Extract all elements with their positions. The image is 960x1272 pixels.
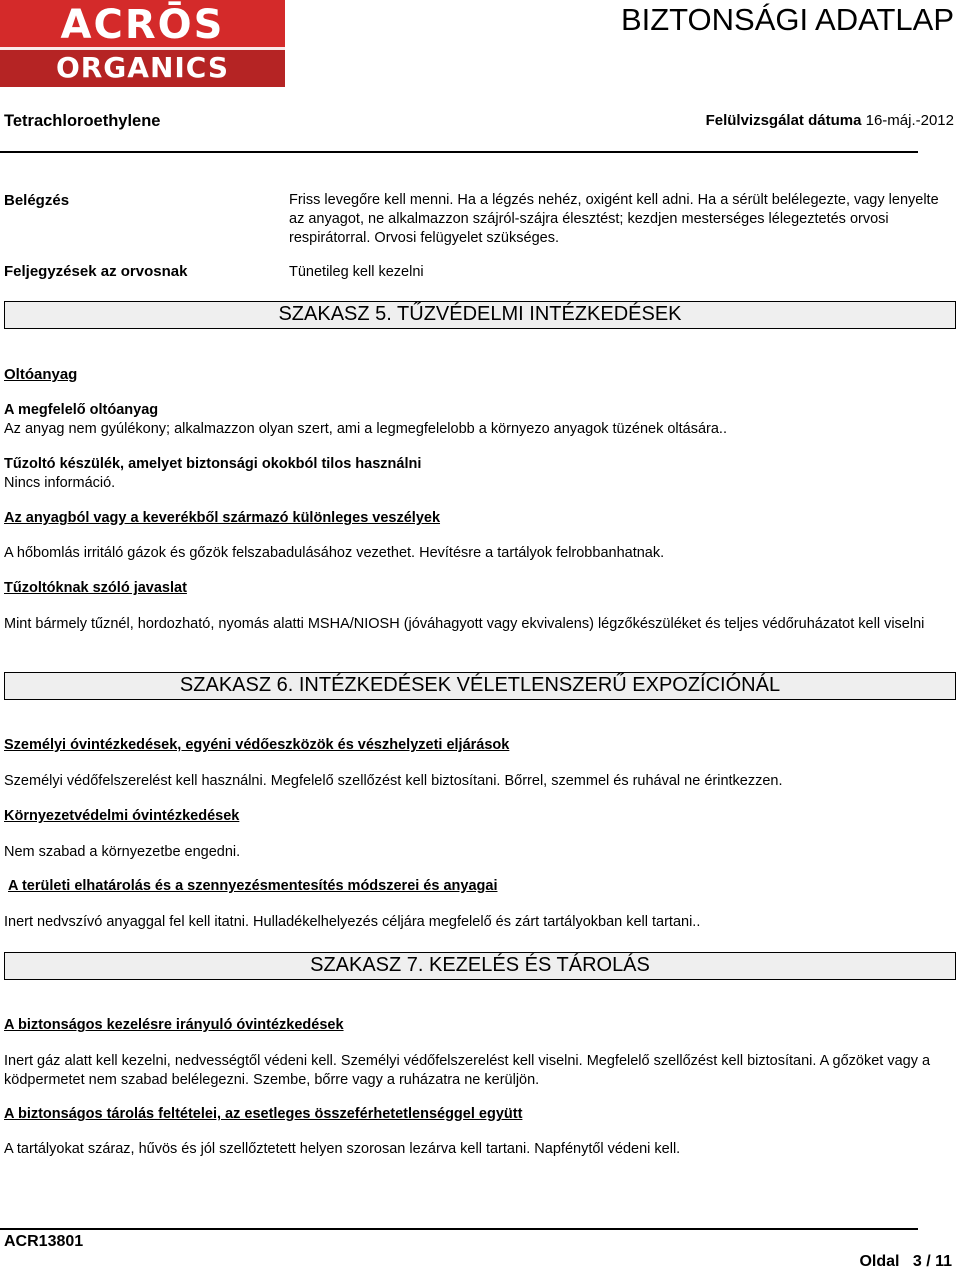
section-5-title: SZAKASZ 5. TŰZVÉDELMI INTÉZKEDÉSEK xyxy=(4,301,956,329)
company-logo xyxy=(0,0,285,87)
logo-line-1: ACRŌS xyxy=(60,2,225,48)
safe-storage-text: A tartályokat száraz, hűvös és jól szellőztetett helyen szorosan lezárva kell tartani. Napfénytől védeni kell. xyxy=(4,1141,681,1157)
page-number xyxy=(859,1253,952,1271)
special-hazards-text: A hőbomlás irritáló gázok és gőzök felszabadulásához vezethet. Hevítésre a tartályok felrobbanhatnak. xyxy=(4,545,665,561)
logo-line-2: ORGANICS xyxy=(55,51,230,84)
containment-heading: A területi elhatárolás és a szennyezésmentesítés módszerei és anyagai xyxy=(8,878,498,894)
environmental-precautions-text: Nem szabad a környezetbe engedni. xyxy=(4,844,241,860)
document-code: ACR13801 xyxy=(4,1233,84,1250)
document-title: BIZTONSÁGI ADATLAP xyxy=(620,2,954,37)
section-6-title: SZAKASZ 6. INTÉZKEDÉSEK VÉLETLENSZERŰ EXPOZÍCIÓNÁL xyxy=(4,672,956,700)
firefighter-advice-heading: Tűzoltóknak szóló javaslat xyxy=(4,580,187,596)
product-name: Tetrachloroethylene xyxy=(4,112,161,130)
revision-date xyxy=(706,112,954,129)
safe-handling-text: Inert gáz alatt kell kezelni, nedvességtől védeni kell. Személyi védőfelszerelést kell viselni. Megfelelő szellőzést kell biztosítani. A gőzöket vagy a ködpermetet nem szabad belélegezni. Szembe, bőrre vagy a ruházatra ne kerüljön. xyxy=(4,1053,931,1088)
inhalation-text: Friss levegőre kell menni. Ha a légzés nehéz, oxigént kell adni. Ha a sérült belélegezte, vagy lenyelte az anyagot, ne alkalmazzon szájról-szájra élesztést; kezdjen mesterséges lélegeztetés orvosi respirátorral. Orvosi felügyelet szükséges. xyxy=(289,192,939,246)
inhalation-label: Belégzés xyxy=(4,192,70,209)
doctor-notes-text: Tünetileg kell kezelni xyxy=(289,264,424,280)
header-divider xyxy=(0,151,918,153)
footer-divider xyxy=(0,1228,918,1230)
safe-storage-heading: A biztonságos tárolás feltételei, az esetleges összeférhetetlenséggel együtt xyxy=(4,1106,523,1122)
unsuitable-media-heading: Tűzoltó készülék, amelyet biztonsági okokból tilos használni xyxy=(4,456,422,472)
special-hazards-heading: Az anyagból vagy a keverékből származó különleges veszélyek xyxy=(4,510,441,526)
safe-handling-heading: A biztonságos kezelésre irányuló óvintézkedések xyxy=(4,1017,344,1033)
personal-precautions-heading: Személyi óvintézkedések, egyéni védőeszközök és vészhelyzeti eljárások xyxy=(4,737,510,753)
unsuitable-media-text: Nincs információ. xyxy=(4,475,116,491)
doctor-notes-label: Feljegyzések az orvosnak xyxy=(4,263,188,280)
suitable-media-text: Az anyag nem gyúlékony; alkalmazzon olyan szert, ami a legmegfelelobb a környezo anyagok tüzének oltására.. xyxy=(4,421,727,437)
containment-text: Inert nedvszívó anyaggal fel kell itatni. Hulladékelhelyezés céljára megfelelő és zárt tartályokban kell tartani.. xyxy=(4,914,701,930)
extinguishing-media-heading: Oltóanyag xyxy=(4,366,78,383)
section-7-title: SZAKASZ 7. KEZELÉS ÉS TÁROLÁS xyxy=(4,952,956,980)
suitable-media-heading: A megfelelő oltóanyag xyxy=(4,402,159,418)
personal-precautions-text: Személyi védőfelszerelést kell használni. Megfelelő szellőzést kell biztosítani. Bőrrel, szemmel és ruhával ne érintkezzen. xyxy=(4,773,783,789)
environmental-precautions-heading: Környezetvédelmi óvintézkedések xyxy=(4,808,240,824)
page-label: Oldal xyxy=(859,1253,900,1270)
revision-label: Felülvizsgálat dátuma xyxy=(705,112,862,129)
revision-value: 16-máj.-2012 xyxy=(865,112,954,129)
page-value: 3 / 11 xyxy=(912,1253,952,1270)
firefighter-advice-text: Mint bármely tűznél, hordozható, nyomás alatti MSHA/NIOSH (jóváhagyott vagy ekvivalens) légzőkészüléket és teljes védőruházatot kell viselni xyxy=(4,616,925,632)
